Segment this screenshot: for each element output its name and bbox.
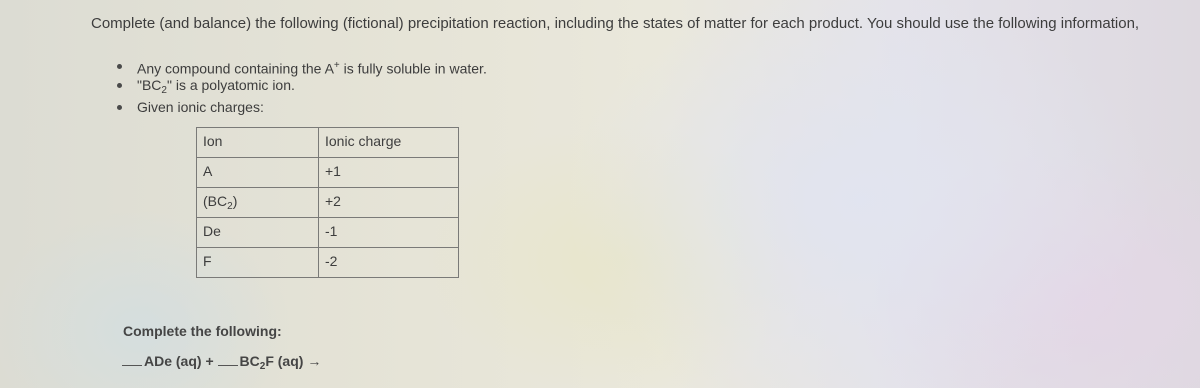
column-header-ion: Ion bbox=[197, 128, 319, 158]
reaction-arrow: → bbox=[307, 353, 322, 369]
table-header-row bbox=[197, 128, 459, 158]
coefficient-blank[interactable] bbox=[218, 353, 238, 366]
table-row bbox=[197, 218, 459, 248]
info-item-polyatomic bbox=[117, 77, 487, 99]
info-text: is fully soluble in water. bbox=[339, 60, 487, 77]
info-item-solubility bbox=[117, 58, 487, 77]
ion-cell: De bbox=[197, 218, 319, 248]
ion-cell: F bbox=[197, 248, 319, 278]
ion-cell: A bbox=[197, 158, 319, 188]
info-list bbox=[117, 58, 487, 115]
info-text: " is a polyatomic ion. bbox=[166, 76, 295, 93]
complete-heading: Complete the following: bbox=[123, 323, 282, 339]
column-header-charge: Ionic charge bbox=[319, 128, 459, 158]
reaction-equation bbox=[122, 353, 321, 372]
charge-superscript: + bbox=[333, 60, 340, 71]
table-row bbox=[197, 248, 459, 278]
ionic-charge-table bbox=[196, 127, 459, 278]
reactant-ade: ADe (aq) + bbox=[144, 353, 214, 369]
question-intro: Complete (and balance) the following (fictional) precipitation reaction, including the states of matter for each product. You should use the following information, bbox=[91, 15, 1140, 32]
table-row bbox=[197, 158, 459, 188]
info-text: "BC bbox=[137, 76, 162, 93]
charge-cell: +1 bbox=[319, 158, 459, 188]
table-row bbox=[197, 188, 459, 218]
charge-cell: +2 bbox=[319, 188, 459, 218]
reactant-bc2f: $BC_2F$ (aq) bbox=[239, 353, 304, 372]
info-item-charges bbox=[117, 99, 487, 115]
charge-cell: -1 bbox=[319, 218, 459, 248]
info-text: Given ionic charges: bbox=[137, 98, 264, 115]
coefficient-blank[interactable] bbox=[122, 353, 142, 366]
subscript: 2 bbox=[161, 84, 167, 96]
info-text: Any compound containing the A bbox=[137, 60, 334, 77]
charge-cell: -2 bbox=[319, 248, 459, 278]
ion-cell: $(BC_2)$ bbox=[197, 188, 319, 218]
